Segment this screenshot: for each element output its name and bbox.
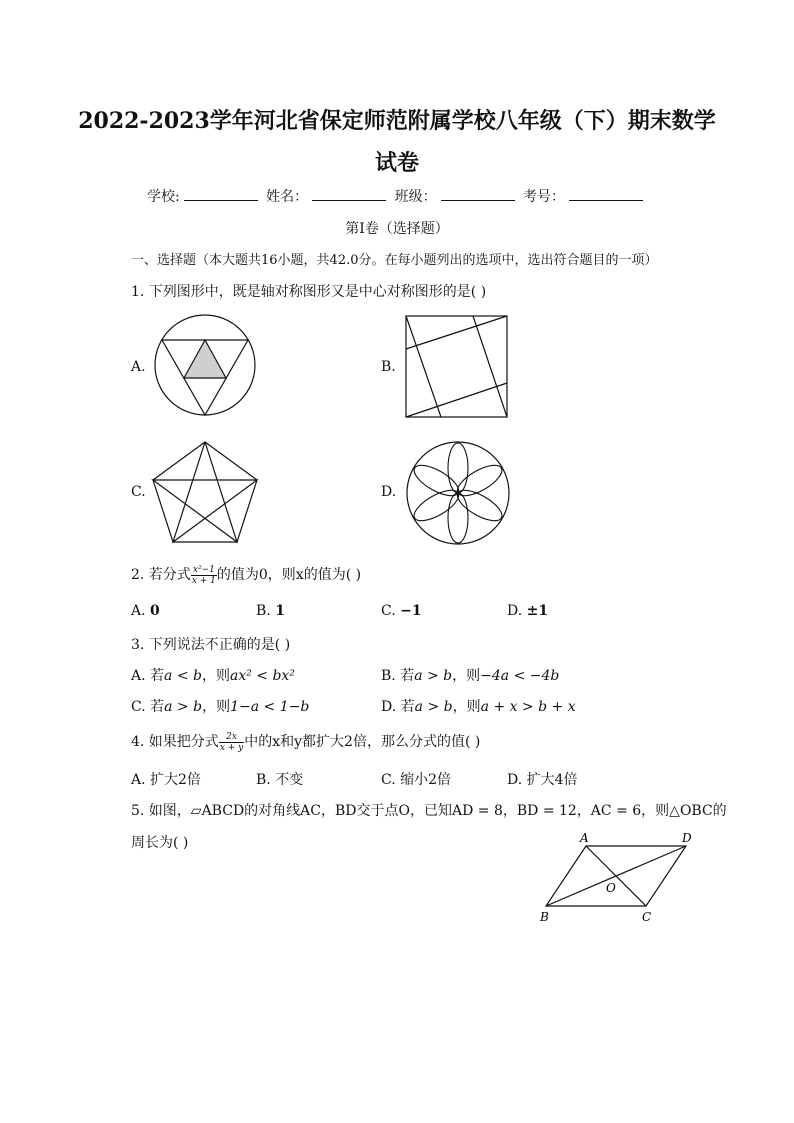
class-blank (441, 188, 515, 201)
q3-option-b-cond: a > b (414, 668, 453, 684)
q2-option-b (256, 603, 285, 619)
exam-no-blank (569, 188, 643, 201)
q3-option-d-mid: ，则 (452, 699, 481, 715)
q2-fraction-denominator: x + 1 (191, 575, 216, 586)
q4-option-d: D. 扩大4倍 (507, 772, 578, 788)
q1-option-b-label: B. (381, 359, 396, 375)
exam-title-line2: 试卷 (374, 150, 419, 176)
q1-stem: 1. 下列图形中，既是轴对称图形又是中心对称图形的是( ) (131, 284, 487, 300)
q5-stem-line2: 周长为( ) (131, 835, 189, 851)
q2-stem (131, 564, 361, 586)
q3-option-a-cond: a < b (164, 668, 202, 684)
q2-stem-pre: 2. 若分式 (131, 567, 191, 583)
section-title: 第I卷（选择题） (345, 221, 449, 237)
q3-option-b-pre: B. 若 (381, 668, 415, 684)
q2-option-b-value: 1 (275, 603, 285, 619)
q3-option-d-pre: D. 若 (381, 699, 415, 715)
class-label: 班级： (394, 189, 437, 205)
q3-option-b-mid: ，则 (452, 668, 481, 684)
name-label: 姓名： (266, 189, 309, 205)
q4-stem-post: 中的x和y都扩大2倍，那么分式的值( ) (244, 734, 481, 750)
student-info-row (0, 186, 794, 206)
q5-label-b: B (540, 910, 549, 924)
q2-option-a-label: A. (131, 603, 146, 619)
q5-stem-line1: 5. 如图，▱ABCD的对角线AC，BD交于点O，已知AD = 8，BD = 12，AC = 6，则△OBC的 (131, 803, 727, 819)
q3-option-c-cond: a > b (164, 699, 203, 715)
q3-option-a-mid: ，则 (201, 668, 230, 684)
q3-option-c-pre: C. 若 (131, 699, 165, 715)
q3-option-a-pre: A. 若 (131, 668, 165, 684)
q3-option-a-result: ax² < bx² (229, 668, 295, 684)
school-label: 学校: (146, 189, 180, 205)
exam-title-line1: 2022-2023学年河北省保定师范附属学校八年级（下）期末数学 (78, 108, 716, 134)
q2-option-d-label: D. (507, 603, 523, 619)
q2-option-a-value: 0 (150, 603, 160, 619)
q3-option-b (381, 665, 559, 685)
q3-option-a (131, 665, 295, 685)
q3-option-c-result: 1−a < 1−b (230, 699, 310, 715)
q3-option-d-cond: a > b (414, 699, 453, 715)
q5-label-c: C (642, 910, 652, 924)
q2-fraction (191, 565, 217, 586)
q5-parallelogram-figure (536, 826, 698, 926)
q2-option-c-label: C. (381, 603, 396, 619)
q4-stem (131, 731, 480, 753)
q1-figure-c (150, 440, 260, 544)
q1-figure-b (405, 315, 509, 419)
q4-option-a: A. 扩大2倍 (131, 772, 201, 788)
school-blank (184, 188, 258, 201)
exam-no-label: 考号： (523, 189, 566, 205)
q2-option-a (131, 603, 160, 619)
q3-option-b-result: −4a < −4b (480, 668, 560, 684)
q4-fraction-numerator: 2x (219, 732, 244, 743)
q1-option-d-label: D. (381, 484, 397, 500)
q3-stem: 3. 下列说法不正确的是( ) (131, 637, 291, 653)
q4-stem-pre: 4. 如果把分式 (131, 734, 219, 750)
q2-option-c-value: −1 (400, 603, 422, 619)
q5-label-o: O (606, 881, 616, 895)
q1-option-a-label: A. (131, 359, 146, 375)
q4-option-b: B. 不变 (256, 772, 304, 788)
q3-option-d-result: a + x > b + x (480, 699, 576, 715)
q4-fraction-denominator: x + y (219, 742, 244, 753)
q2-option-c (381, 603, 422, 619)
q5-label-d: D (682, 831, 692, 845)
q2-option-b-label: B. (256, 603, 271, 619)
part1-heading: 一、选择题（本大题共16小题，共42.0分。在每小题列出的选项中，选出符合题目的一项） (131, 253, 658, 268)
q4-option-c: C. 缩小2倍 (381, 772, 452, 788)
q3-option-c-mid: ，则 (202, 699, 231, 715)
q1-figure-d (405, 440, 511, 546)
q5-label-a: A (580, 831, 589, 845)
q1-option-c-label: C. (131, 484, 146, 500)
q2-option-d (507, 603, 548, 619)
q4-fraction (219, 732, 244, 753)
q3-option-d (381, 696, 576, 716)
name-blank (312, 188, 386, 201)
q2-fraction-numerator: x²−1 (191, 565, 217, 576)
q1-figure-a (150, 310, 260, 420)
q2-option-d-value: ±1 (526, 603, 549, 619)
q3-option-c (131, 696, 309, 716)
q2-stem-post: 的值为0，则x的值为( ) (216, 567, 362, 583)
